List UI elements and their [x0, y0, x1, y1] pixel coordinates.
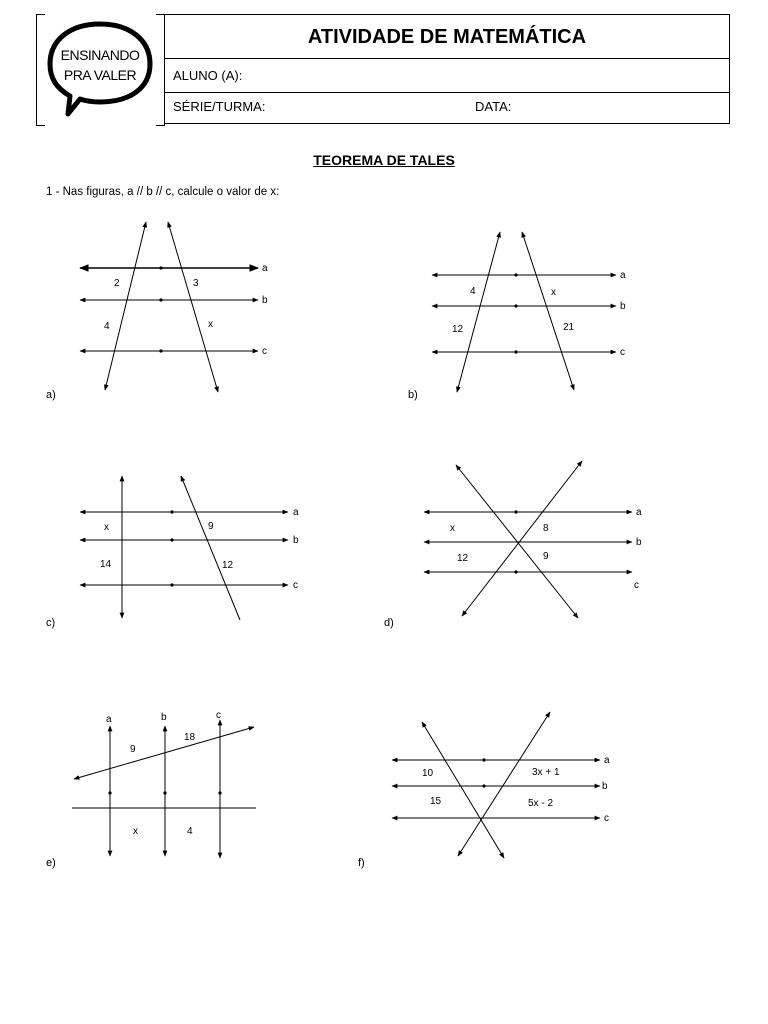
- figure-label-c: c): [46, 617, 56, 629]
- data-label: DATA:: [475, 99, 512, 114]
- transversal-1: [422, 722, 504, 858]
- segment-value: 4: [187, 826, 193, 837]
- segment-value: 14: [100, 559, 112, 570]
- segment-value: 12: [457, 553, 469, 564]
- question-text: 1 - Nas figuras, a // b // c, calcule o valor de x:: [46, 186, 280, 198]
- line-label-c: c: [620, 347, 625, 358]
- transversal-2: [458, 712, 550, 856]
- line-label-a: a: [636, 507, 642, 518]
- line-label-c: c: [216, 710, 221, 721]
- segment-value: 12: [452, 324, 464, 335]
- aluno-label: ALUNO (A):: [173, 68, 243, 83]
- segment-value: 18: [184, 732, 196, 743]
- line-label-a: a: [620, 270, 626, 281]
- figure-label-f: f): [358, 857, 365, 869]
- line-label-c: c: [262, 346, 267, 357]
- line-label-b: b: [262, 295, 268, 306]
- figure-label-e: e): [46, 857, 56, 869]
- segment-value: 9: [208, 521, 214, 532]
- segment-value: 9: [543, 551, 549, 562]
- segment-value: 4: [470, 286, 476, 297]
- segment-value: 15: [430, 796, 442, 807]
- segment-value: 12: [222, 560, 234, 571]
- segment-value: x: [104, 522, 109, 533]
- line-label-a: a: [262, 263, 268, 274]
- figure-label-a: a): [46, 389, 56, 401]
- line-label-c: c: [293, 580, 298, 591]
- segment-value: 3x + 1: [532, 767, 560, 778]
- segment-value: 2: [114, 278, 120, 289]
- segment-value: 4: [104, 321, 110, 332]
- serie-label: SÉRIE/TURMA:: [173, 99, 266, 114]
- logo-line2: PRA VALER: [63, 67, 137, 83]
- segment-value: 21: [563, 322, 575, 333]
- figure-label-b: b): [408, 389, 418, 401]
- line-label-a: a: [106, 714, 112, 725]
- line-label-b: b: [293, 535, 299, 546]
- line-label-b: b: [620, 301, 626, 312]
- segment-value: x: [133, 826, 138, 837]
- segment-value: 3: [193, 278, 199, 289]
- line-label-b: b: [602, 781, 608, 792]
- segment-value: x: [450, 523, 455, 534]
- segment-value: 9: [130, 744, 136, 755]
- section-title: TEOREMA DE TALES: [313, 152, 455, 168]
- segment-value: 10: [422, 768, 434, 779]
- figure-label-d: d): [384, 617, 394, 629]
- line-label-c: c: [604, 813, 609, 824]
- segment-value: x: [208, 319, 213, 330]
- line-label-a: a: [293, 507, 299, 518]
- line-label-b: b: [161, 712, 167, 723]
- logo-line1: ENSINANDO: [60, 47, 140, 63]
- page-title: ATIVIDADE DE MATEMÁTICA: [307, 26, 587, 48]
- segment-value: 8: [543, 523, 549, 534]
- line-label-c: c: [634, 580, 639, 591]
- line-label-a: a: [604, 755, 610, 766]
- segment-value: x: [551, 287, 556, 298]
- segment-value: 5x - 2: [528, 798, 554, 809]
- line-label-b: b: [636, 537, 642, 548]
